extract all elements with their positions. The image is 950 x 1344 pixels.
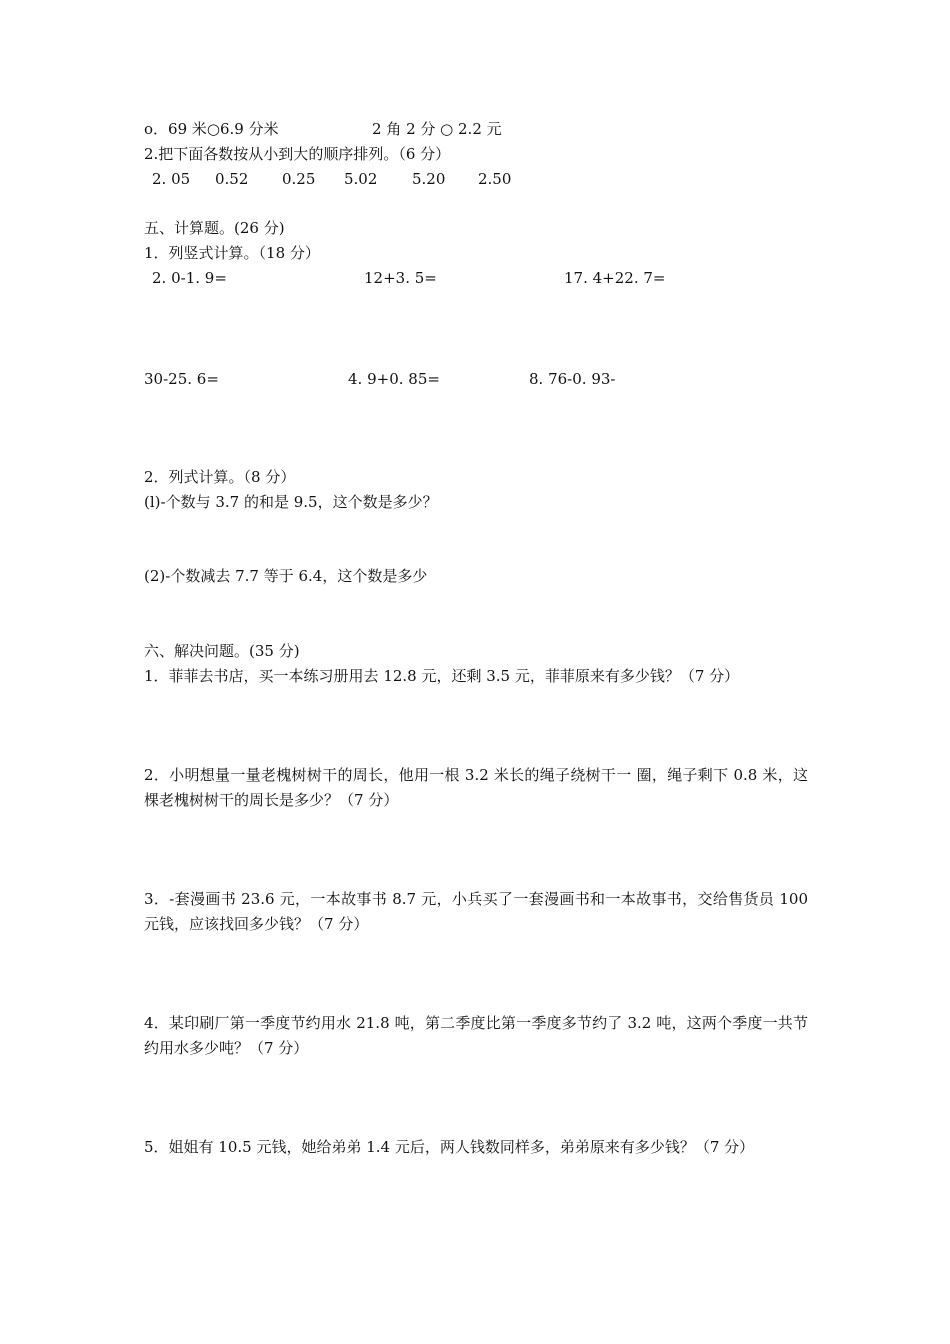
word-problem: 3．-套漫画书 23.6 元，一本故事书 8.7 元，小兵买了一套漫画书和一本故事书，交给售货员 100 元钱，应该找回多少钱？（7 分） — [144, 890, 808, 933]
section-6-title: 六、解决问题。(35 分) — [144, 642, 300, 660]
word-problem: 1．菲菲去书店，买一本练习册用去 12.8 元，还剩 3.5 元，菲菲原来有多少钱？（7 分） — [144, 667, 740, 685]
formula-calc-question: (l)-个数与 3.7 的和是 9.5，这个数是多少？ — [144, 493, 438, 511]
compare-right: 2 角 2 分 ○ 2.2 元 — [372, 120, 502, 138]
sort-number: 0.52 — [215, 170, 249, 188]
sort-number: 2. 05 — [152, 170, 191, 188]
sort-number: 2.50 — [478, 170, 512, 188]
calc-item: 12+3. 5= — [364, 269, 437, 287]
word-problem: 4．某印刷厂第一季度节约用水 21.8 吨，第二季度比第一季度多节约了 3.2 吨，这两个季度一共节约用水多少吨？（7 分） — [144, 1014, 808, 1057]
calc-item: 8. 76-0. 93- — [529, 370, 616, 388]
word-problem: 2．小明想量一量老槐树树干的周长，他用一根 3.2 米长的绳子绕树干一 圈，绳子剩下 0.8 米，这棵老槐树树干的周长是多少？（7 分） — [144, 766, 808, 809]
word-problem: 5．姐姐有 10.5 元钱，她给弟弟 1.4 元后，两人钱数同样多，弟弟原来有多少钱？（7 分） — [144, 1138, 755, 1156]
sort-number: 0.25 — [282, 170, 316, 188]
calc-item: 2. 0-1. 9= — [152, 269, 227, 287]
formula-calc-title: 2．列式计算。（8 分） — [144, 468, 296, 486]
sort-number: 5.20 — [412, 170, 446, 188]
sort-number: 5.02 — [344, 170, 378, 188]
section-5-title: 五、计算题。(26 分) — [144, 219, 285, 237]
calc-item: 17. 4+22. 7= — [564, 269, 666, 287]
calc-item: 4. 9+0. 85= — [348, 370, 440, 388]
sort-question-title: 2.把下面各数按从小到大的顺序排列。（6 分） — [144, 145, 451, 163]
formula-calc-question: (2)-个数减去 7.7 等于 6.4，这个数是多少 — [144, 567, 428, 585]
vertical-calc-title: 1．列竖式计算。（18 分） — [144, 244, 320, 262]
compare-left: o．69 米○6.9 分米 — [144, 120, 279, 138]
calc-item: 30-25. 6= — [144, 370, 219, 388]
